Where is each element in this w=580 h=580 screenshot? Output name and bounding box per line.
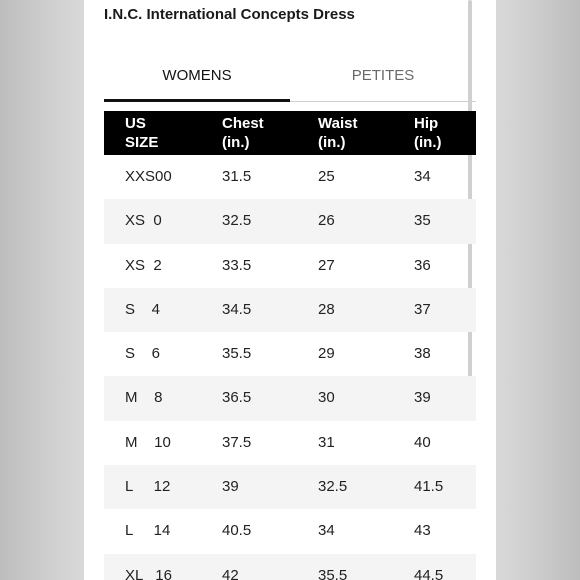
hip-cell: 40 bbox=[414, 433, 431, 451]
hip-cell: 37 bbox=[414, 300, 431, 318]
chest-cell: 35.5 bbox=[222, 345, 252, 363]
size-cell: L 14 bbox=[125, 522, 171, 540]
waist-cell: 35.5 bbox=[318, 566, 348, 580]
tab-divider bbox=[290, 101, 476, 102]
table-row bbox=[104, 244, 476, 288]
hip-cell: 35 bbox=[414, 212, 431, 230]
chest-cell: 33.5 bbox=[222, 256, 252, 274]
table-row bbox=[104, 332, 476, 376]
chest-cell: 32.5 bbox=[222, 212, 252, 230]
tab-petites-label: PETITES bbox=[351, 67, 415, 84]
tab-womens-label: WOMENS bbox=[162, 67, 232, 84]
tab-womens[interactable] bbox=[104, 66, 290, 102]
chest-cell: 31.5 bbox=[222, 168, 252, 185]
header-us-size bbox=[125, 114, 158, 152]
size-cell: XS 0 bbox=[125, 212, 162, 230]
header-chest bbox=[222, 114, 264, 152]
table-row bbox=[104, 155, 476, 199]
size-table bbox=[104, 111, 476, 580]
active-tab-indicator bbox=[104, 99, 290, 102]
header-hip-line2: (in.) bbox=[414, 134, 442, 151]
chest-cell: 34.5 bbox=[222, 300, 252, 318]
size-cell: S 6 bbox=[125, 345, 161, 363]
table-row bbox=[104, 376, 476, 420]
size-chart-screen bbox=[84, 0, 496, 580]
chest-cell: 39 bbox=[222, 478, 239, 496]
size-cell: M 8 bbox=[125, 389, 163, 407]
waist-cell: 28 bbox=[318, 300, 335, 318]
tab-petites[interactable] bbox=[290, 66, 476, 102]
header-waist-line1: Waist bbox=[318, 115, 358, 132]
background-right bbox=[496, 0, 580, 580]
header-hip bbox=[414, 114, 442, 152]
header-waist bbox=[318, 114, 357, 152]
hip-cell: 39 bbox=[414, 389, 431, 407]
hip-cell: 44.5 bbox=[414, 566, 444, 580]
hip-cell: 36 bbox=[414, 256, 431, 274]
table-row bbox=[104, 465, 476, 509]
waist-cell: 26 bbox=[318, 212, 335, 230]
hip-cell: 43 bbox=[414, 522, 431, 540]
waist-cell: 34 bbox=[318, 522, 335, 540]
table-row bbox=[104, 421, 476, 465]
table-header bbox=[104, 111, 476, 155]
waist-cell: 27 bbox=[318, 256, 335, 274]
size-cell: XS 2 bbox=[125, 256, 162, 274]
size-cell: XL 16 bbox=[125, 566, 172, 580]
header-chest-line2: (in.) bbox=[222, 134, 250, 151]
chest-cell: 37.5 bbox=[222, 433, 252, 451]
page-title: I.N.C. International Concepts Dress bbox=[104, 6, 355, 23]
waist-cell: 25 bbox=[318, 168, 335, 185]
size-cell: S 4 bbox=[125, 300, 161, 318]
size-cell: XXS00 bbox=[125, 168, 172, 185]
waist-cell: 29 bbox=[318, 345, 335, 363]
table-row bbox=[104, 199, 476, 243]
hip-cell: 38 bbox=[414, 345, 431, 363]
hip-cell: 41.5 bbox=[414, 478, 444, 496]
chest-cell: 42 bbox=[222, 566, 239, 580]
table-row bbox=[104, 554, 476, 580]
size-cell: M 10 bbox=[125, 433, 171, 451]
header-hip-line1: Hip bbox=[414, 115, 439, 132]
table-row bbox=[104, 288, 476, 332]
header-waist-line2: (in.) bbox=[318, 134, 346, 151]
chest-cell: 40.5 bbox=[222, 522, 252, 540]
background-left bbox=[0, 0, 84, 580]
header-us-size-line2: SIZE bbox=[125, 134, 159, 151]
chest-cell: 36.5 bbox=[222, 389, 252, 407]
header-us-size-line1: US bbox=[125, 115, 146, 132]
size-cell: L 12 bbox=[125, 478, 171, 496]
header-chest-line1: Chest bbox=[222, 115, 264, 132]
waist-cell: 30 bbox=[318, 389, 335, 407]
waist-cell: 31 bbox=[318, 433, 335, 451]
table-row bbox=[104, 509, 476, 553]
hip-cell: 34 bbox=[414, 168, 431, 185]
waist-cell: 32.5 bbox=[318, 478, 348, 496]
